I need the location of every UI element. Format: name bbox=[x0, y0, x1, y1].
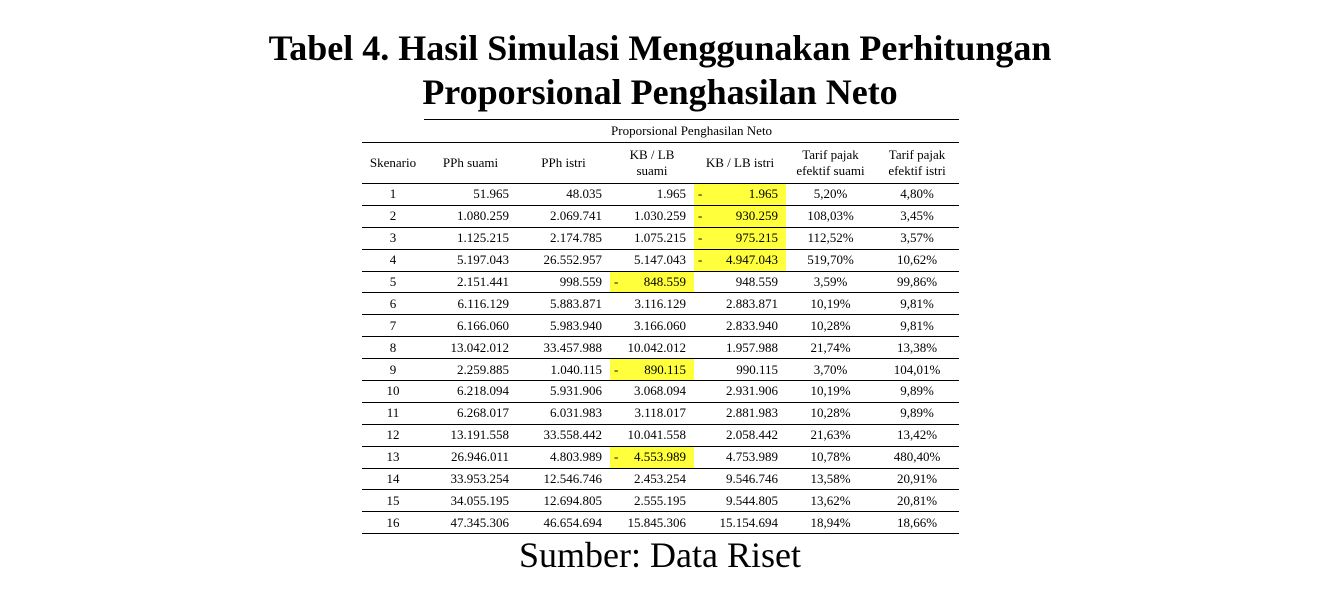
pph-suami-cell bbox=[424, 249, 517, 271]
cell-value: 12 bbox=[386, 427, 400, 443]
cell-value: 26.946.011 bbox=[450, 449, 509, 465]
table-row bbox=[362, 293, 959, 315]
kb-lb-suami-cell bbox=[610, 490, 694, 512]
pph-istri-cell bbox=[517, 271, 610, 293]
cell-value: 2 bbox=[389, 208, 397, 224]
pph-istri-cell bbox=[517, 293, 610, 315]
cell-value: 47.345.306 bbox=[450, 514, 509, 530]
cell-value: 51.965 bbox=[473, 186, 509, 202]
tarif-suami-cell bbox=[786, 468, 875, 490]
cell-value: 12.546.746 bbox=[543, 471, 602, 487]
col-header-pph-istri: PPh istri bbox=[517, 143, 610, 184]
cell-value: 9 bbox=[389, 361, 397, 377]
skenario-cell bbox=[362, 468, 424, 490]
tarif-istri-cell bbox=[875, 424, 959, 446]
pph-istri-cell bbox=[517, 227, 610, 249]
col-header-kb-lb-suami: KB / LB suami bbox=[610, 143, 694, 184]
table-title-line-2: Proporsional Penghasilan Neto bbox=[422, 72, 898, 112]
cell-value: 1.075.215 bbox=[634, 230, 686, 246]
tarif-suami-cell bbox=[786, 337, 875, 359]
cell-value: 2.555.195 bbox=[634, 492, 686, 508]
pph-istri-cell bbox=[517, 315, 610, 337]
cell-value: 3,57% bbox=[900, 230, 934, 246]
cell-value: 33.558.442 bbox=[543, 427, 602, 443]
kb-lb-istri-cell bbox=[694, 359, 786, 381]
kb-lb-suami-cell bbox=[610, 249, 694, 271]
cell-value: 9,89% bbox=[900, 383, 934, 399]
cell-value: 5.197.043 bbox=[457, 252, 509, 268]
pph-suami-cell bbox=[424, 446, 517, 468]
cell-value: 975.215 bbox=[735, 230, 778, 246]
table-row bbox=[362, 315, 959, 337]
skenario-cell bbox=[362, 315, 424, 337]
cell-value: 5.931.906 bbox=[550, 383, 602, 399]
skenario-cell bbox=[362, 424, 424, 446]
tarif-istri-cell bbox=[875, 468, 959, 490]
cell-value: 13,42% bbox=[896, 427, 938, 443]
kb-lb-istri-cell bbox=[694, 227, 786, 249]
table-row bbox=[362, 512, 959, 534]
cell-value: 2.833.940 bbox=[726, 317, 778, 333]
tarif-istri-cell bbox=[875, 490, 959, 512]
kb-lb-istri-cell bbox=[694, 315, 786, 337]
tarif-istri-cell bbox=[875, 184, 959, 206]
cell-value: 9.544.805 bbox=[726, 492, 778, 508]
skenario-cell bbox=[362, 227, 424, 249]
kb-lb-istri-cell bbox=[694, 205, 786, 227]
cell-value: 519,70% bbox=[807, 252, 854, 268]
cell-value: 1.125.215 bbox=[457, 230, 509, 246]
tarif-istri-cell bbox=[875, 381, 959, 403]
cell-value: 48.035 bbox=[566, 186, 602, 202]
cell-value: 7 bbox=[389, 317, 397, 333]
cell-value: 2.453.254 bbox=[634, 471, 686, 487]
cell-value: 4.947.043 bbox=[726, 252, 778, 268]
tarif-istri-cell bbox=[875, 512, 959, 534]
cell-value: 4.553.989 bbox=[634, 449, 686, 465]
tarif-istri-cell bbox=[875, 337, 959, 359]
kb-lb-istri-cell bbox=[694, 271, 786, 293]
cell-value: 18,66% bbox=[896, 514, 938, 530]
cell-value: 13 bbox=[386, 449, 400, 465]
skenario-cell bbox=[362, 249, 424, 271]
cell-value: 10,28% bbox=[810, 317, 851, 333]
skenario-cell bbox=[362, 271, 424, 293]
pph-suami-cell bbox=[424, 468, 517, 490]
pph-suami-cell bbox=[424, 490, 517, 512]
skenario-cell bbox=[362, 490, 424, 512]
cell-value: 2.259.885 bbox=[457, 361, 509, 377]
cell-value: 1.080.259 bbox=[457, 208, 509, 224]
cell-value: 6.218.094 bbox=[457, 383, 509, 399]
cell-value: 6.031.983 bbox=[550, 405, 602, 421]
table-row bbox=[362, 227, 959, 249]
col-header-tarif-suami: Tarif pajak efektif suami bbox=[786, 143, 875, 184]
cell-value: 6.116.129 bbox=[457, 295, 509, 311]
tarif-suami-cell bbox=[786, 359, 875, 381]
group-header-spacer bbox=[362, 120, 424, 143]
tarif-suami-cell bbox=[786, 227, 875, 249]
pph-istri-cell bbox=[517, 402, 610, 424]
cell-value: 108,03% bbox=[807, 208, 854, 224]
cell-value: 990.115 bbox=[736, 361, 778, 377]
kb-lb-suami-cell bbox=[610, 359, 694, 381]
cell-value: 20,91% bbox=[896, 471, 938, 487]
tarif-istri-cell bbox=[875, 271, 959, 293]
cell-value: 948.559 bbox=[735, 274, 778, 289]
table-row bbox=[362, 184, 959, 206]
cell-value: 20,81% bbox=[896, 492, 938, 508]
col-header-pph-suami: PPh suami bbox=[424, 143, 517, 184]
pph-suami-cell bbox=[424, 184, 517, 206]
negative-sign: - bbox=[614, 449, 619, 465]
kb-lb-istri-cell bbox=[694, 490, 786, 512]
cell-value: 2.058.442 bbox=[726, 427, 778, 443]
pph-suami-cell bbox=[424, 337, 517, 359]
skenario-cell bbox=[362, 184, 424, 206]
pph-suami-cell bbox=[424, 381, 517, 403]
cell-value: 890.115 bbox=[644, 361, 686, 377]
pph-suami-cell bbox=[424, 271, 517, 293]
table-row bbox=[362, 446, 959, 468]
pph-istri-cell bbox=[517, 512, 610, 534]
kb-lb-istri-cell bbox=[694, 381, 786, 403]
cell-value: 2.069.741 bbox=[550, 208, 602, 224]
tarif-suami-cell bbox=[786, 293, 875, 315]
skenario-cell bbox=[362, 381, 424, 403]
cell-value: 2.151.441 bbox=[457, 274, 509, 289]
pph-suami-cell bbox=[424, 227, 517, 249]
cell-value: 21,74% bbox=[810, 339, 851, 355]
pph-suami-cell bbox=[424, 205, 517, 227]
tarif-suami-cell bbox=[786, 490, 875, 512]
tarif-suami-cell bbox=[786, 271, 875, 293]
cell-value: 2.931.906 bbox=[726, 383, 778, 399]
cell-value: 4.753.989 bbox=[726, 449, 778, 465]
cell-value: 1.957.988 bbox=[726, 339, 778, 355]
tarif-istri-cell bbox=[875, 249, 959, 271]
skenario-cell bbox=[362, 359, 424, 381]
kb-lb-istri-cell bbox=[694, 512, 786, 534]
cell-value: 3,70% bbox=[813, 361, 848, 377]
kb-lb-suami-cell bbox=[610, 512, 694, 534]
skenario-cell bbox=[362, 293, 424, 315]
kb-lb-istri-cell bbox=[694, 293, 786, 315]
kb-lb-istri-cell bbox=[694, 337, 786, 359]
cell-value: 13.042.012 bbox=[450, 339, 509, 355]
cell-value: 10,78% bbox=[810, 449, 851, 465]
cell-value: 14 bbox=[386, 471, 400, 487]
tarif-istri-cell bbox=[875, 227, 959, 249]
cell-value: 13,38% bbox=[896, 339, 938, 355]
cell-value: 3 bbox=[389, 230, 397, 246]
cell-value: 33.457.988 bbox=[543, 339, 602, 355]
negative-sign: - bbox=[698, 208, 703, 224]
table-row bbox=[362, 271, 959, 293]
cell-value: 5 bbox=[389, 274, 397, 289]
cell-value: 480,40% bbox=[893, 449, 941, 465]
pph-istri-cell bbox=[517, 205, 610, 227]
pph-suami-cell bbox=[424, 512, 517, 534]
pph-istri-cell bbox=[517, 424, 610, 446]
kb-lb-suami-cell bbox=[610, 205, 694, 227]
cell-value: 112,52% bbox=[807, 230, 854, 246]
cell-value: 5,20% bbox=[813, 186, 848, 202]
tarif-suami-cell bbox=[786, 424, 875, 446]
kb-lb-suami-cell bbox=[610, 468, 694, 490]
cell-value: 13,58% bbox=[810, 471, 851, 487]
cell-value: 4 bbox=[389, 252, 397, 268]
pph-suami-cell bbox=[424, 402, 517, 424]
tarif-istri-cell bbox=[875, 359, 959, 381]
cell-value: 9,89% bbox=[900, 405, 934, 421]
cell-value: 8 bbox=[389, 339, 397, 355]
tarif-istri-cell bbox=[875, 205, 959, 227]
cell-value: 10 bbox=[386, 383, 400, 399]
kb-lb-suami-cell bbox=[610, 315, 694, 337]
tarif-suami-cell bbox=[786, 512, 875, 534]
table-title-line-1: Tabel 4. Hasil Simulasi Menggunakan Perhitungan bbox=[268, 28, 1052, 68]
cell-value: 33.953.254 bbox=[450, 471, 509, 487]
negative-sign: - bbox=[698, 186, 703, 202]
kb-lb-suami-cell bbox=[610, 227, 694, 249]
table-row bbox=[362, 205, 959, 227]
cell-value: 848.559 bbox=[643, 274, 686, 289]
cell-value: 6.166.060 bbox=[457, 317, 509, 333]
kb-lb-istri-cell bbox=[694, 446, 786, 468]
negative-sign: - bbox=[614, 274, 619, 289]
kb-lb-istri-cell bbox=[694, 184, 786, 206]
tarif-suami-cell bbox=[786, 184, 875, 206]
cell-value: 3,59% bbox=[813, 274, 848, 289]
cell-value: 13,62% bbox=[810, 492, 851, 508]
tarif-suami-cell bbox=[786, 446, 875, 468]
col-header-tarif-istri: Tarif pajak efektif istri bbox=[875, 143, 959, 184]
cell-value: 34.055.195 bbox=[450, 492, 509, 508]
cell-value: 1 bbox=[389, 186, 397, 202]
pph-suami-cell bbox=[424, 359, 517, 381]
tarif-istri-cell bbox=[875, 315, 959, 337]
tarif-istri-cell bbox=[875, 402, 959, 424]
pph-istri-cell bbox=[517, 446, 610, 468]
skenario-cell bbox=[362, 337, 424, 359]
cell-value: 9,81% bbox=[900, 295, 934, 311]
table-row bbox=[362, 337, 959, 359]
kb-lb-suami-cell bbox=[610, 337, 694, 359]
cell-value: 930.259 bbox=[735, 208, 778, 224]
cell-value: 1.965 bbox=[748, 186, 778, 202]
tarif-suami-cell bbox=[786, 381, 875, 403]
kb-lb-suami-cell bbox=[610, 184, 694, 206]
cell-value: 104,01% bbox=[893, 361, 941, 377]
cell-value: 99,86% bbox=[896, 274, 938, 289]
kb-lb-suami-cell bbox=[610, 446, 694, 468]
pph-istri-cell bbox=[517, 468, 610, 490]
source-note: Sumber: Data Riset bbox=[519, 535, 801, 575]
cell-value: 18,94% bbox=[810, 514, 851, 530]
cell-value: 2.174.785 bbox=[550, 230, 602, 246]
tarif-suami-cell bbox=[786, 205, 875, 227]
kb-lb-istri-cell bbox=[694, 468, 786, 490]
kb-lb-istri-cell bbox=[694, 402, 786, 424]
negative-sign: - bbox=[698, 252, 703, 268]
cell-value: 26.552.957 bbox=[543, 252, 602, 268]
tarif-suami-cell bbox=[786, 249, 875, 271]
kb-lb-istri-cell bbox=[694, 249, 786, 271]
cell-value: 11 bbox=[386, 405, 400, 421]
cell-value: 3.068.094 bbox=[634, 383, 686, 399]
tarif-istri-cell bbox=[875, 293, 959, 315]
simulation-table bbox=[362, 119, 959, 534]
table-row bbox=[362, 402, 959, 424]
pph-istri-cell bbox=[517, 337, 610, 359]
cell-value: 9,81% bbox=[900, 317, 934, 333]
cell-value: 3.116.129 bbox=[634, 295, 686, 311]
skenario-cell bbox=[362, 205, 424, 227]
tarif-istri-cell bbox=[875, 446, 959, 468]
kb-lb-suami-cell bbox=[610, 402, 694, 424]
cell-value: 5.883.871 bbox=[550, 295, 602, 311]
skenario-cell bbox=[362, 446, 424, 468]
table-row bbox=[362, 249, 959, 271]
cell-value: 4.803.989 bbox=[550, 449, 602, 465]
pph-istri-cell bbox=[517, 249, 610, 271]
pph-istri-cell bbox=[517, 381, 610, 403]
cell-value: 3.166.060 bbox=[634, 317, 686, 333]
cell-value: 21,63% bbox=[810, 427, 851, 443]
cell-value: 6.268.017 bbox=[457, 405, 509, 421]
cell-value: 10.041.558 bbox=[627, 427, 686, 443]
table-row bbox=[362, 359, 959, 381]
kb-lb-suami-cell bbox=[610, 381, 694, 403]
tarif-suami-cell bbox=[786, 402, 875, 424]
pph-istri-cell bbox=[517, 359, 610, 381]
cell-value: 46.654.694 bbox=[543, 514, 602, 530]
col-header-skenario: Skenario bbox=[362, 143, 424, 184]
cell-value: 1.040.115 bbox=[550, 361, 602, 377]
cell-value: 15 bbox=[386, 492, 400, 508]
pph-suami-cell bbox=[424, 293, 517, 315]
cell-value: 15.154.694 bbox=[719, 514, 778, 530]
kb-lb-suami-cell bbox=[610, 293, 694, 315]
kb-lb-suami-cell bbox=[610, 424, 694, 446]
table-row bbox=[362, 381, 959, 403]
cell-value: 5.983.940 bbox=[550, 317, 602, 333]
cell-value: 10,62% bbox=[896, 252, 938, 268]
cell-value: 9.546.746 bbox=[726, 471, 778, 487]
cell-value: 6 bbox=[389, 295, 397, 311]
cell-value: 16 bbox=[386, 514, 400, 530]
pph-suami-cell bbox=[424, 424, 517, 446]
cell-value: 10,28% bbox=[810, 405, 851, 421]
group-header: Proporsional Penghasilan Neto bbox=[424, 120, 959, 143]
table-row bbox=[362, 424, 959, 446]
cell-value: 4,80% bbox=[900, 186, 934, 202]
negative-sign: - bbox=[614, 361, 619, 377]
table-row bbox=[362, 468, 959, 490]
kb-lb-suami-cell bbox=[610, 271, 694, 293]
col-header-kb-lb-istri: KB / LB istri bbox=[694, 143, 786, 184]
negative-sign: - bbox=[698, 230, 703, 246]
cell-value: 10.042.012 bbox=[627, 339, 686, 355]
cell-value: 2.881.983 bbox=[726, 405, 778, 421]
cell-value: 3.118.017 bbox=[634, 405, 686, 421]
skenario-cell bbox=[362, 402, 424, 424]
skenario-cell bbox=[362, 512, 424, 534]
pph-istri-cell bbox=[517, 490, 610, 512]
cell-value: 15.845.306 bbox=[627, 514, 686, 530]
pph-istri-cell bbox=[517, 184, 610, 206]
cell-value: 10,19% bbox=[810, 383, 851, 399]
cell-value: 12.694.805 bbox=[543, 492, 602, 508]
cell-value: 2.883.871 bbox=[726, 295, 778, 311]
cell-value: 10,19% bbox=[810, 295, 851, 311]
table-row bbox=[362, 490, 959, 512]
pph-suami-cell bbox=[424, 315, 517, 337]
cell-value: 998.559 bbox=[559, 274, 602, 289]
cell-value: 5.147.043 bbox=[634, 252, 686, 268]
cell-value: 1.965 bbox=[656, 186, 686, 202]
tarif-suami-cell bbox=[786, 315, 875, 337]
cell-value: 13.191.558 bbox=[450, 427, 509, 443]
cell-value: 3,45% bbox=[900, 208, 934, 224]
cell-value: 1.030.259 bbox=[634, 208, 686, 224]
kb-lb-istri-cell bbox=[694, 424, 786, 446]
